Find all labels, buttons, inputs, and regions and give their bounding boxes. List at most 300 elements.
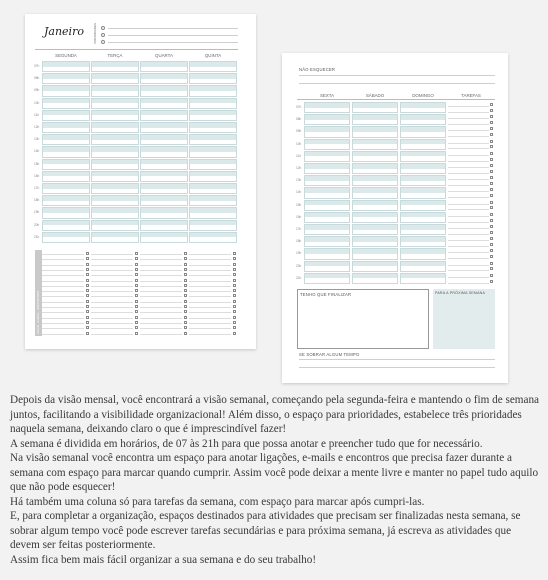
checkbox [184, 284, 187, 287]
checkbox [233, 289, 236, 292]
time-slot-shade [92, 74, 138, 79]
day-header: SEXTA [319, 93, 335, 98]
checkbox [490, 243, 493, 246]
task-line [189, 273, 231, 276]
time-slot [400, 200, 446, 211]
time-slot [352, 200, 398, 211]
time-slot-shade [43, 208, 89, 213]
time-slot-shade [353, 152, 397, 157]
task-line [448, 205, 489, 210]
time-slot [91, 110, 139, 121]
time-slot-shade [190, 123, 236, 128]
time-slot [91, 134, 139, 145]
task-line [140, 310, 182, 313]
time-slot-shade [305, 274, 349, 279]
time-slot-shade [190, 221, 236, 226]
time-slot [352, 102, 398, 113]
time-slot [400, 151, 446, 162]
time-slot-shade [43, 221, 89, 226]
day-header: SEGUNDA [55, 53, 77, 58]
checkbox [184, 252, 187, 255]
time-slot-shade [305, 249, 349, 254]
task-line [91, 332, 133, 335]
time-slot-shade [305, 127, 349, 132]
time-slot-shade [43, 62, 89, 67]
time-slot [189, 122, 237, 133]
task-line [91, 305, 133, 308]
task-line [140, 257, 182, 260]
task-line [91, 326, 133, 329]
task-line [448, 212, 489, 217]
task-line [189, 316, 231, 319]
time-slot [400, 139, 446, 150]
task-line [189, 284, 231, 287]
time-slot [304, 102, 350, 113]
checkbox [233, 263, 236, 266]
hour-label: 15h [34, 161, 40, 166]
checkbox [490, 158, 493, 161]
checkbox [490, 152, 493, 155]
spare-time-line [299, 367, 495, 368]
time-slot-shade [305, 176, 349, 181]
time-slot-shade [43, 160, 89, 165]
checkbox [135, 273, 138, 276]
day-header: TERÇA [107, 53, 123, 58]
time-slot [400, 224, 446, 235]
checkbox [490, 170, 493, 173]
checkbox [86, 305, 89, 308]
task-line [140, 300, 182, 303]
task-line [448, 151, 489, 156]
time-slot [352, 212, 398, 223]
time-slot [42, 122, 90, 133]
time-slot-shade [43, 74, 89, 79]
time-slot-shade [190, 184, 236, 189]
time-slot [352, 248, 398, 259]
time-slot-shade [141, 172, 187, 177]
checkbox [135, 279, 138, 282]
time-slot [140, 232, 188, 243]
hour-label: 09h [296, 129, 302, 134]
time-slot [91, 195, 139, 206]
checkbox [184, 316, 187, 319]
hour-label: 14h [34, 149, 40, 154]
time-slot [91, 159, 139, 170]
time-slot-shade [43, 111, 89, 116]
time-slot [400, 102, 446, 113]
time-slot-shade [305, 213, 349, 218]
time-slot-shade [141, 160, 187, 165]
time-slot [189, 195, 237, 206]
time-slot-shade [353, 274, 397, 279]
spare-time-label: SE SOBRAR ALGUM TEMPO [299, 352, 360, 357]
task-line [42, 310, 84, 313]
caption-paragraph: Há também uma coluna só para tarefas da semana, com espaço para marcar após cumpri-las. [10, 495, 425, 508]
time-slot [140, 220, 188, 231]
time-slot [352, 114, 398, 125]
checkbox [184, 310, 187, 313]
time-slot-shade [401, 262, 445, 267]
task-line [448, 126, 489, 131]
time-slot-shade [141, 74, 187, 79]
time-slot [400, 261, 446, 272]
task-line [189, 300, 231, 303]
time-slot [140, 85, 188, 96]
checkbox [490, 176, 493, 179]
checkbox [135, 310, 138, 313]
time-slot-shade [92, 160, 138, 165]
priorities-label: PRIORIDADES [93, 23, 97, 44]
task-line [189, 279, 231, 282]
task-line [189, 252, 231, 255]
checkbox [184, 289, 187, 292]
checkbox [135, 326, 138, 329]
time-slot [352, 126, 398, 137]
task-line [448, 273, 489, 278]
time-slot-shade [92, 233, 138, 238]
time-slot [91, 232, 139, 243]
time-slot-shade [141, 123, 187, 128]
checkbox [233, 284, 236, 287]
task-line [448, 102, 489, 107]
day-header: TAREFAS [461, 93, 481, 98]
checkbox [490, 274, 493, 277]
checkbox [184, 257, 187, 260]
task-line [42, 263, 84, 266]
time-slot-shade [401, 152, 445, 157]
task-line [189, 263, 231, 266]
time-slot [189, 61, 237, 72]
task-line [189, 257, 231, 260]
time-slot-shade [92, 123, 138, 128]
task-line [448, 163, 489, 168]
time-slot [304, 236, 350, 247]
hour-label: 18h [296, 239, 302, 244]
time-slot-shade [190, 196, 236, 201]
task-line [42, 289, 84, 292]
time-slot [91, 98, 139, 109]
task-line [42, 257, 84, 260]
time-slot [304, 224, 350, 235]
checkbox [184, 321, 187, 324]
time-slot-shade [92, 111, 138, 116]
time-slot [352, 139, 398, 150]
time-slot-shade [141, 86, 187, 91]
task-line [448, 200, 489, 205]
hour-label: 16h [296, 214, 302, 219]
time-slot [304, 163, 350, 174]
time-slot-shade [190, 172, 236, 177]
time-slot-shade [305, 225, 349, 230]
side-label: LIGAR · E-MAIL · ENCONTROS [36, 290, 40, 334]
hour-label: 20h [296, 263, 302, 268]
time-slot-shade [353, 176, 397, 181]
time-slot [91, 171, 139, 182]
time-slot-shade [305, 262, 349, 267]
time-slot [352, 175, 398, 186]
hour-label: 10h [296, 141, 302, 146]
checkbox [490, 145, 493, 148]
task-line [42, 279, 84, 282]
checkbox [86, 321, 89, 324]
time-slot [400, 163, 446, 174]
time-slot-shade [190, 111, 236, 116]
checkbox [184, 305, 187, 308]
time-slot-shade [190, 86, 236, 91]
time-slot-shade [141, 111, 187, 116]
task-line [448, 218, 489, 223]
time-slot [304, 187, 350, 198]
checkbox [490, 249, 493, 252]
time-slot-shade [190, 160, 236, 165]
time-slot [304, 212, 350, 223]
checkbox [233, 294, 236, 297]
checkbox [490, 219, 493, 222]
time-slot [140, 134, 188, 145]
checkbox [490, 121, 493, 124]
task-line [140, 321, 182, 324]
checkbox [233, 305, 236, 308]
time-slot [400, 248, 446, 259]
time-slot [42, 73, 90, 84]
time-slot [189, 98, 237, 109]
time-slot-shade [353, 140, 397, 145]
time-slot [42, 146, 90, 157]
time-slot [91, 207, 139, 218]
task-line [140, 326, 182, 329]
time-slot-shade [305, 103, 349, 108]
time-slot-shade [141, 135, 187, 140]
task-line [42, 300, 84, 303]
hour-label: 19h [34, 210, 40, 215]
task-line [140, 294, 182, 297]
checkbox [233, 310, 236, 313]
time-slot [91, 122, 139, 133]
task-line [91, 300, 133, 303]
checkbox [490, 109, 493, 112]
checkbox [86, 316, 89, 319]
finish-box [297, 289, 429, 349]
priority-circle [101, 33, 105, 37]
time-slot [42, 207, 90, 218]
time-slot [400, 114, 446, 125]
time-slot [304, 248, 350, 259]
checkbox [135, 257, 138, 260]
time-slot-shade [401, 213, 445, 218]
time-slot-shade [353, 188, 397, 193]
checkbox [233, 268, 236, 271]
task-line [448, 230, 489, 235]
checkbox [135, 294, 138, 297]
time-slot [42, 61, 90, 72]
hour-label: 11h [296, 153, 302, 158]
time-slot [304, 273, 350, 284]
time-slot-shade [353, 103, 397, 108]
time-slot-shade [353, 115, 397, 120]
checkbox [86, 294, 89, 297]
task-line [189, 305, 231, 308]
task-line [140, 289, 182, 292]
planner-left-page [25, 14, 256, 349]
time-slot-shade [401, 201, 445, 206]
dont-forget-label: NÃO ESQUECER [299, 67, 336, 72]
side-label-bar [35, 250, 42, 336]
hour-label: 18h [34, 198, 40, 203]
description-text [10, 393, 540, 567]
time-slot-shade [92, 184, 138, 189]
task-line [448, 254, 489, 259]
time-slot [304, 114, 350, 125]
checkbox [233, 326, 236, 329]
hour-label: 13h [296, 178, 302, 183]
time-slot [400, 187, 446, 198]
task-line [42, 252, 84, 255]
hour-label: 07h [34, 64, 40, 68]
checkbox [184, 300, 187, 303]
task-line [140, 332, 182, 335]
task-line [91, 252, 133, 255]
checkbox [86, 326, 89, 329]
task-line [448, 187, 489, 192]
task-line [448, 175, 489, 180]
task-line [42, 316, 84, 319]
time-slot-shade [43, 233, 89, 238]
time-slot [189, 183, 237, 194]
task-line [448, 193, 489, 198]
time-slot [400, 273, 446, 284]
checkbox [490, 262, 493, 265]
checkbox [233, 321, 236, 324]
task-line [140, 279, 182, 282]
time-slot [42, 134, 90, 145]
checkbox [86, 279, 89, 282]
checkbox [233, 273, 236, 276]
checkbox [135, 321, 138, 324]
time-slot-shade [401, 274, 445, 279]
time-slot [400, 212, 446, 223]
time-slot-shade [43, 172, 89, 177]
hour-label: 12h [34, 125, 40, 129]
task-line [91, 310, 133, 313]
task-line [448, 144, 489, 149]
time-slot-shade [401, 225, 445, 230]
time-slot [189, 159, 237, 170]
time-slot-shade [141, 208, 187, 213]
time-slot-shade [401, 103, 445, 108]
hour-label: 21h [34, 234, 40, 239]
checkbox [490, 225, 493, 228]
time-slot-shade [92, 62, 138, 67]
hour-label: 08h [34, 76, 40, 81]
checkbox [233, 300, 236, 303]
next-week-label: PARA A PRÓXIMA SEMANA [435, 291, 486, 295]
time-slot-shade [353, 225, 397, 230]
finish-label: TENHO QUE FINALIZAR [300, 292, 352, 297]
time-slot-shade [92, 196, 138, 201]
checkbox [490, 267, 493, 270]
time-slot-shade [43, 147, 89, 152]
time-slot-shade [305, 201, 349, 206]
time-slot [189, 110, 237, 121]
time-slot-shade [401, 188, 445, 193]
task-line [448, 139, 489, 144]
hour-label: 09h [34, 88, 40, 93]
hour-label: 21h [296, 275, 302, 280]
checkbox [490, 201, 493, 204]
hour-label: 19h [296, 251, 302, 256]
checkbox [135, 289, 138, 292]
checkbox [490, 213, 493, 216]
checkbox [86, 268, 89, 271]
time-slot [352, 236, 398, 247]
task-line [140, 273, 182, 276]
time-slot [189, 232, 237, 243]
checkbox [490, 237, 493, 240]
time-slot-shade [401, 140, 445, 145]
time-slot-shade [401, 176, 445, 181]
task-line [140, 316, 182, 319]
time-slot [400, 236, 446, 247]
task-line [448, 248, 489, 253]
checkbox [135, 252, 138, 255]
task-line [140, 263, 182, 266]
task-line [42, 284, 84, 287]
time-slot [42, 110, 90, 121]
task-line [91, 268, 133, 271]
time-slot [42, 183, 90, 194]
time-slot-shade [141, 99, 187, 104]
task-line [448, 169, 489, 174]
checkbox [490, 115, 493, 118]
task-line [448, 236, 489, 241]
time-slot [400, 175, 446, 186]
task-line [140, 252, 182, 255]
time-slot-shade [401, 127, 445, 132]
time-slot-shade [141, 184, 187, 189]
time-slot-shade [43, 123, 89, 128]
task-line [448, 266, 489, 271]
caption-paragraph: E, para completar a organização, espaços destinados para atividades que precisam ser finalizadas nesta semana, se sobrar algum tempo você pode escrever tarefas secundárias e para próxima semana, já escreva as atividades que devem ser feitas posteriormente. [10, 510, 521, 551]
time-slot-shade [92, 221, 138, 226]
time-slot-shade [190, 62, 236, 67]
dont-forget-line [299, 75, 495, 76]
checkbox [490, 231, 493, 234]
task-line [448, 132, 489, 137]
checkbox [490, 280, 493, 283]
time-slot [91, 85, 139, 96]
checkbox [184, 268, 187, 271]
time-slot-shade [43, 135, 89, 140]
time-slot [91, 61, 139, 72]
time-slot-shade [92, 135, 138, 140]
hour-label: 17h [296, 227, 302, 231]
task-line [448, 108, 489, 113]
time-slot-shade [401, 115, 445, 120]
time-slot-shade [401, 164, 445, 169]
caption-paragraph: Na visão semanal você encontra um espaço para anotar ligações, e-mails e encontros que precisa fazer durante a semana com espaço para marcar quando cumprir. Assim você pode deixar a mente livre e manter no papel tudo aquilo que não pode esquecer! [10, 452, 539, 493]
month-title: Janeiro [44, 25, 84, 38]
checkbox [86, 257, 89, 260]
priority-circle [101, 26, 105, 30]
time-slot-shade [92, 86, 138, 91]
checkbox [490, 127, 493, 130]
caption-paragraph: A semana é dividida em horários, de 07 às 21h para que possa anotar e preencher tudo que for necessário. [10, 437, 483, 450]
task-line [140, 284, 182, 287]
time-slot-shade [190, 208, 236, 213]
time-slot [140, 98, 188, 109]
planner-right-page [282, 53, 508, 383]
checkbox [490, 194, 493, 197]
